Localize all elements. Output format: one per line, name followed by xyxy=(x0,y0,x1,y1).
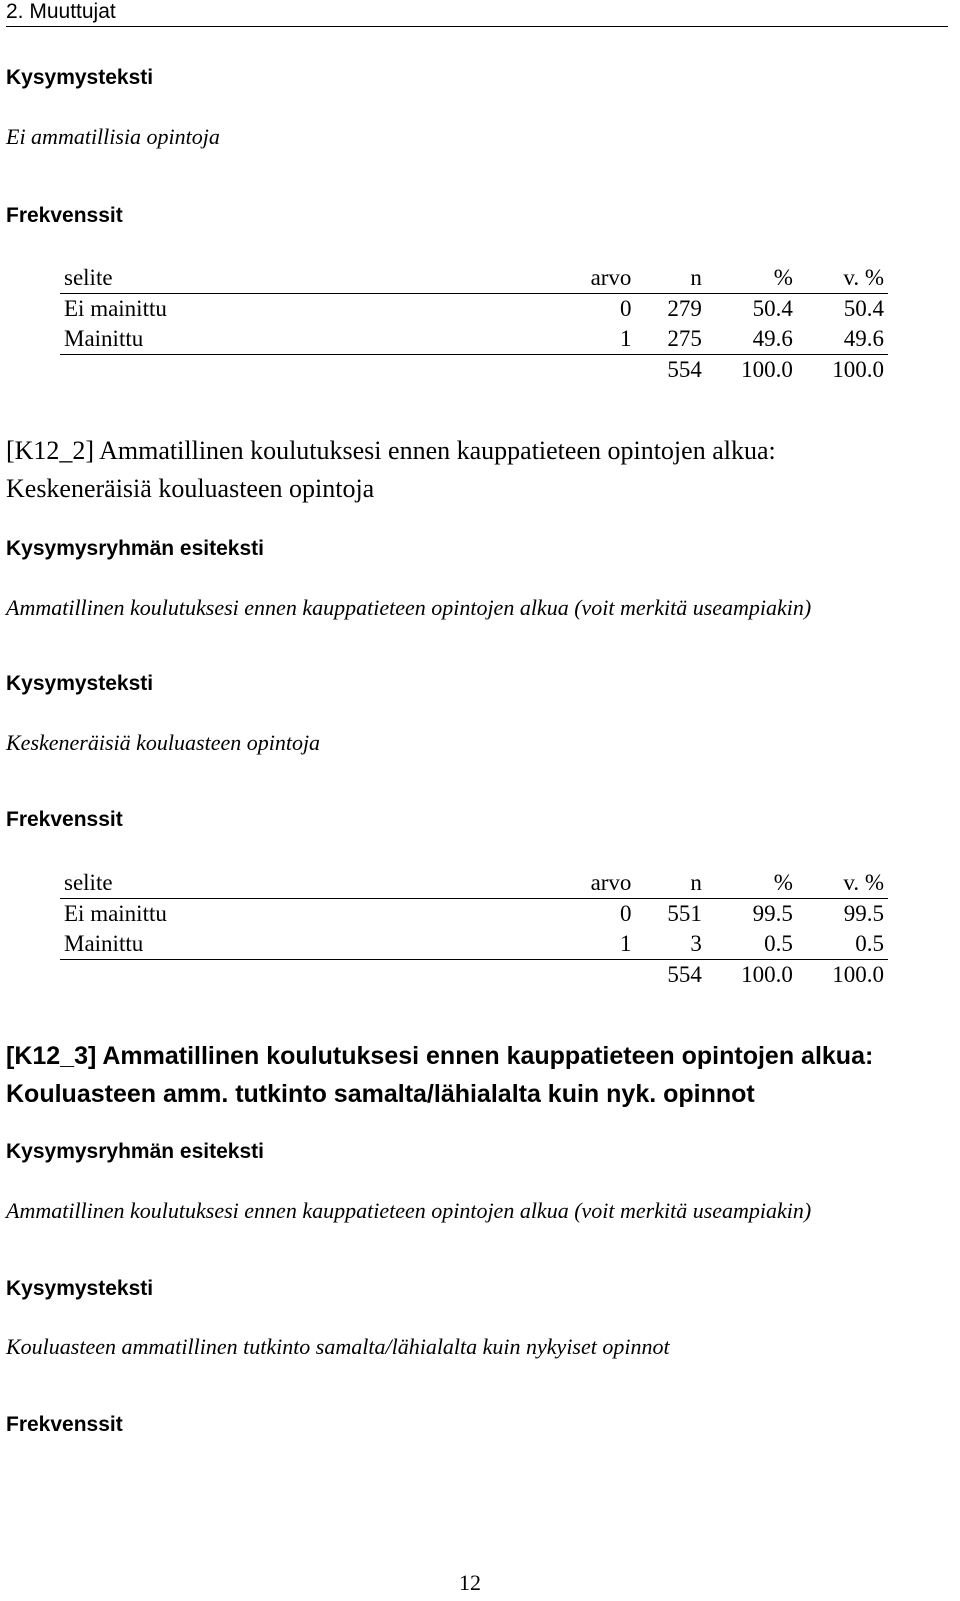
cell-selite: Ei mainittu xyxy=(64,901,167,926)
total-vpct: 100.0 xyxy=(832,962,884,987)
cell-arvo: 1 xyxy=(619,931,632,956)
question-text: Ei ammatillisia opintoja xyxy=(6,124,220,149)
total-pct: 100.0 xyxy=(741,357,793,382)
cell-arvo: 1 xyxy=(619,326,632,351)
table-row xyxy=(60,294,888,325)
cell-vpct: 99.5 xyxy=(843,901,884,926)
table-row xyxy=(60,324,888,355)
cell-pct: 0.5 xyxy=(764,931,793,956)
cell-n: 551 xyxy=(667,901,702,926)
total-vpct: 100.0 xyxy=(832,357,884,382)
question-text-label: Kysymysteksti xyxy=(6,1277,154,1300)
cell-arvo: 0 xyxy=(619,296,632,321)
variable-title-line2: Keskeneräisiä kouluasteen opintoja xyxy=(6,474,375,503)
cell-vpct: 49.6 xyxy=(843,326,884,351)
total-n: 554 xyxy=(667,357,702,382)
cell-selite: Mainittu xyxy=(64,931,144,956)
cell-selite: Mainittu xyxy=(64,326,144,351)
frequency-table xyxy=(60,868,888,990)
question-text-label: Kysymysteksti xyxy=(6,66,154,89)
col-vpct: v. % xyxy=(843,870,884,895)
col-arvo: arvo xyxy=(590,870,632,895)
table-total-row xyxy=(60,960,888,991)
table-header-row xyxy=(60,868,888,899)
cell-n: 279 xyxy=(667,296,702,321)
col-n: n xyxy=(690,870,702,895)
col-selite: selite xyxy=(64,265,113,290)
cell-pct: 50.4 xyxy=(752,296,793,321)
cell-vpct: 50.4 xyxy=(843,296,884,321)
table-row xyxy=(60,899,888,930)
cell-vpct: 0.5 xyxy=(855,931,884,956)
group-pretext-label: Kysymysryhmän esiteksti xyxy=(6,537,264,560)
variable-title-line2: Kouluasteen amm. tutkinto samalta/lähialalta kuin nyk. opinnot xyxy=(6,1080,755,1108)
group-pretext-label: Kysymysryhmän esiteksti xyxy=(6,1140,264,1163)
group-pretext: Ammatillinen koulutuksesi ennen kauppatieteen opintojen alkua (voit merkitä useampiakin) xyxy=(6,1198,812,1223)
cell-n: 275 xyxy=(667,326,702,351)
col-arvo: arvo xyxy=(590,265,632,290)
page-number: 12 xyxy=(459,1570,481,1595)
total-n: 554 xyxy=(667,962,702,987)
frequencies-label: Frekvenssit xyxy=(6,808,123,831)
cell-pct: 49.6 xyxy=(752,326,793,351)
frequencies-label: Frekvenssit xyxy=(6,204,123,227)
variable-title-line1: [K12_2] Ammatillinen koulutuksesi ennen kauppatieteen opintojen alkua: xyxy=(6,436,776,465)
cell-pct: 99.5 xyxy=(752,901,793,926)
col-pct: % xyxy=(773,265,793,290)
total-pct: 100.0 xyxy=(741,962,793,987)
group-pretext: Ammatillinen koulutuksesi ennen kauppatieteen opintojen alkua (voit merkitä useampiakin) xyxy=(6,595,812,620)
table-row xyxy=(60,929,888,960)
question-text-label: Kysymysteksti xyxy=(6,672,154,695)
cell-selite: Ei mainittu xyxy=(64,296,167,321)
cell-arvo: 0 xyxy=(619,901,632,926)
frequencies-label: Frekvenssit xyxy=(6,1413,123,1436)
header-divider xyxy=(6,26,948,27)
question-text: Kouluasteen ammatillinen tutkinto samalta/lähialalta kuin nykyiset opinnot xyxy=(6,1334,670,1359)
page-header: 2. Muuttujat xyxy=(6,0,116,23)
col-n: n xyxy=(690,265,702,290)
col-pct: % xyxy=(773,870,793,895)
question-text: Keskeneräisiä kouluasteen opintoja xyxy=(6,730,321,755)
table-total-row xyxy=(60,355,888,386)
col-vpct: v. % xyxy=(843,265,884,290)
frequency-table xyxy=(60,263,888,385)
col-selite: selite xyxy=(64,870,113,895)
variable-title-line1: [K12_3] Ammatillinen koulutuksesi ennen kauppatieteen opintojen alkua: xyxy=(6,1042,874,1070)
cell-n: 3 xyxy=(690,931,702,956)
table-header-row xyxy=(60,263,888,294)
